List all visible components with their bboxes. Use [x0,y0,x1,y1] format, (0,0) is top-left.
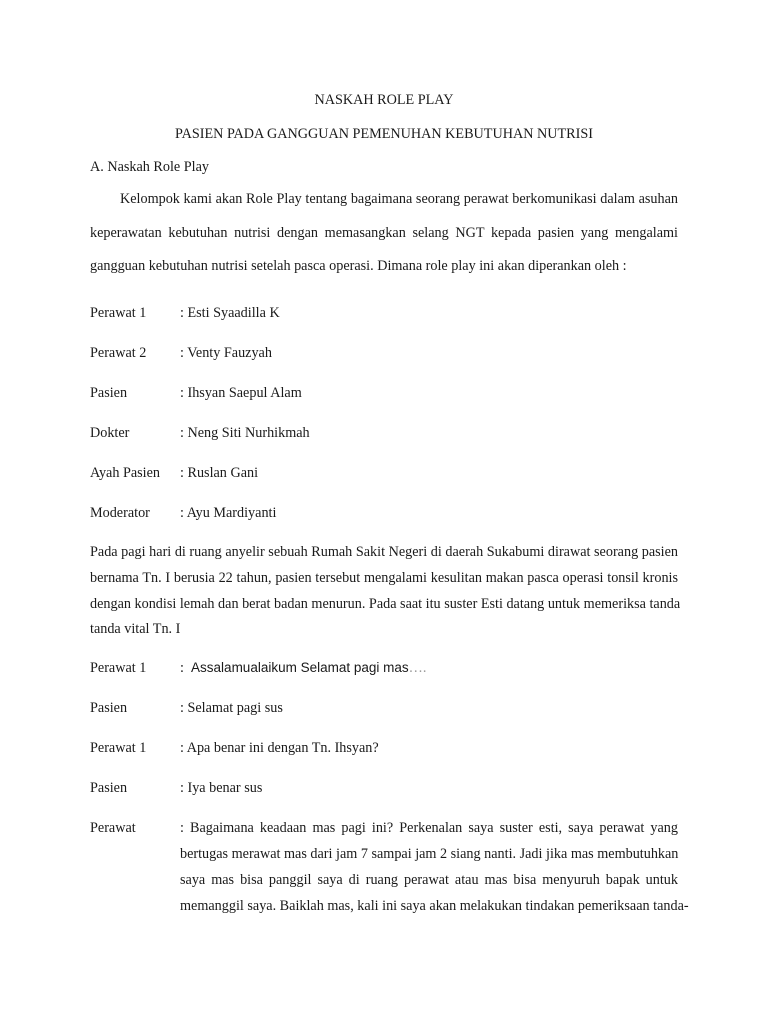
dialog-speaker: Perawat [90,820,136,836]
section-heading-a: A. Naskah Role Play [90,159,210,175]
cast-role: Perawat 1 [90,305,147,321]
cast-row [90,425,678,445]
cast-name: : Esti Syaadilla K [180,305,280,321]
dialog-long-line-1: : Bagaimana keadaan mas pagi ini? Perkenalan saya suster esti, saya perawat yang [180,820,678,836]
dialog-row [90,740,678,760]
cast-row [90,505,678,525]
cast-name: : Ruslan Gani [180,465,259,481]
cast-name: : Venty Fauzyah [180,345,272,361]
scene-paragraph-line-4: tanda vital Tn. I [90,621,181,637]
document-title: NASKAH ROLE PLAY [314,92,454,108]
intro-paragraph-line-3: gangguan kebutuhan nutrisi setelah pasca operasi. Dimana role play ini akan diperankan oleh : [90,258,627,274]
cast-row [90,345,678,365]
dialog-text: Assalamualaikum Selamat pagi mas [191,660,409,675]
intro-paragraph-line-2: keperawatan kebutuhan nutrisi dengan memasangkan selang NGT kepada pasien yang mengalami [90,225,678,241]
dialog-line: : Selamat pagi sus [180,700,283,716]
dialog-long-line-3: saya mas bisa panggil saya di ruang perawat atau mas bisa menyuruh bapak untuk [180,872,678,888]
dialog-row [90,660,678,680]
cast-role: Moderator [90,505,150,521]
cast-role: Pasien [90,385,128,401]
cast-name: : Neng Siti Nurhikmah [180,425,310,441]
cast-role: Ayah Pasien [90,465,161,481]
dialog-speaker: Pasien [90,780,128,796]
dialog-row [90,780,678,800]
cast-name: : Ayu Mardiyanti [180,505,277,521]
dialog-line: : Iya benar sus [180,780,263,796]
dialog-long-line-2: bertugas merawat mas dari jam 7 sampai jam 2 siang nanti. Jadi jika mas membutuhkan [180,846,679,862]
cast-role: Perawat 2 [90,345,147,361]
cast-name: : Ihsyan Saepul Alam [180,385,302,401]
document-subtitle: PASIEN PADA GANGGUAN PEMENUHAN KEBUTUHAN NUTRISI [175,126,593,142]
cast-role: Dokter [90,425,130,441]
dialog-row [90,700,678,720]
dialog-speaker: Perawat 1 [90,740,147,756]
dialog-speaker: Pasien [90,700,128,716]
scene-paragraph-line-3: dengan kondisi lemah dan berat badan menurun. Pada saat itu suster Esti datang untuk memeriksa tanda [90,596,681,612]
dialog-ellipsis: …. [408,660,427,676]
dialog-line: : Apa benar ini dengan Tn. Ihsyan? [180,740,379,756]
cast-row [90,385,678,405]
dialog-long-line-4: memanggil saya. Baiklah mas, kali ini saya akan melakukan tindakan pemeriksaan tanda- [180,898,689,914]
cast-row [90,465,678,485]
scene-paragraph-line-1: Pada pagi hari di ruang anyelir sebuah Rumah Sakit Negeri di daerah Sukabumi dirawat seorang pasien [90,544,678,560]
cast-row [90,305,678,325]
dialog-line [180,660,426,677]
dialog-speaker: Perawat 1 [90,660,147,676]
scene-paragraph-line-2: bernama Tn. I berusia 22 tahun, pasien tersebut mengalami kesulitan makan pasca operasi tonsil kronis [90,570,678,586]
intro-paragraph-line-1: Kelompok kami akan Role Play tentang bagaimana seorang perawat berkomunikasi dalam asuhan [120,191,678,207]
dialog-colon: : [180,660,184,676]
